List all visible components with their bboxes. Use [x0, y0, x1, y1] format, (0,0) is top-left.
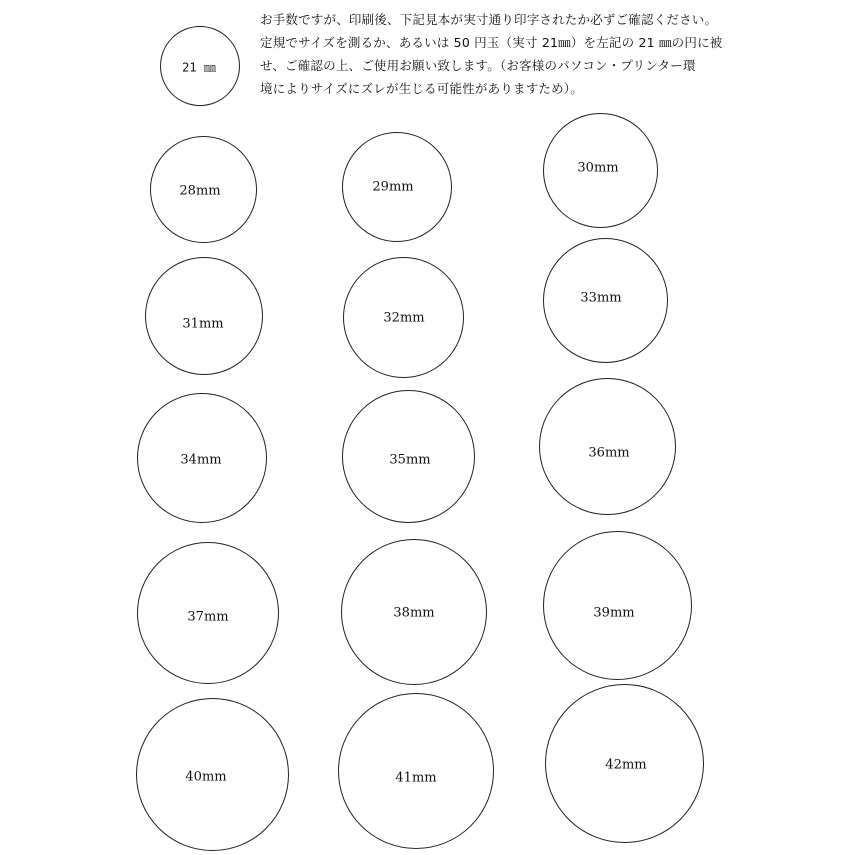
circle-label-37mm: 37mm — [187, 609, 229, 625]
circle-label-31mm: 31mm — [182, 316, 224, 332]
circle-label-29mm: 29mm — [372, 179, 414, 195]
circle-label-32mm: 32mm — [383, 310, 425, 326]
circle-label-42mm: 42mm — [605, 757, 647, 773]
circle-label-28mm: 28mm — [179, 183, 221, 199]
notice-line: お手数ですが、印刷後、下記見本が実寸通り印字されたか必ずご確認ください。 — [260, 12, 718, 27]
circle-label-38mm: 38mm — [393, 605, 435, 621]
notice-line: せ、ご確認の上、ご使用お願い致します。（お客様のパソコン・プリンター環 — [260, 58, 696, 73]
notice-line: 定規でサイズを測るか、あるいは 50 円玉（実寸 21㎜）を左記の 21 ㎜の円に被 — [260, 35, 723, 50]
circle-label-41mm: 41mm — [395, 770, 437, 786]
size-check-notice — [260, 8, 723, 100]
circle-label-30mm: 30mm — [577, 160, 619, 176]
circle-label-34mm: 34mm — [180, 452, 222, 468]
circle-label-35mm: 35mm — [389, 452, 431, 468]
notice-line: 境によりサイズにズレが生じる可能性がありますため）。 — [260, 81, 583, 96]
circle-label-39mm: 39mm — [593, 605, 635, 621]
circle-label-40mm: 40mm — [185, 769, 227, 785]
circle-label-33mm: 33mm — [580, 290, 622, 306]
circle-label-36mm: 36mm — [588, 445, 630, 461]
reference-circle-label: 21 ㎜ — [182, 60, 216, 75]
